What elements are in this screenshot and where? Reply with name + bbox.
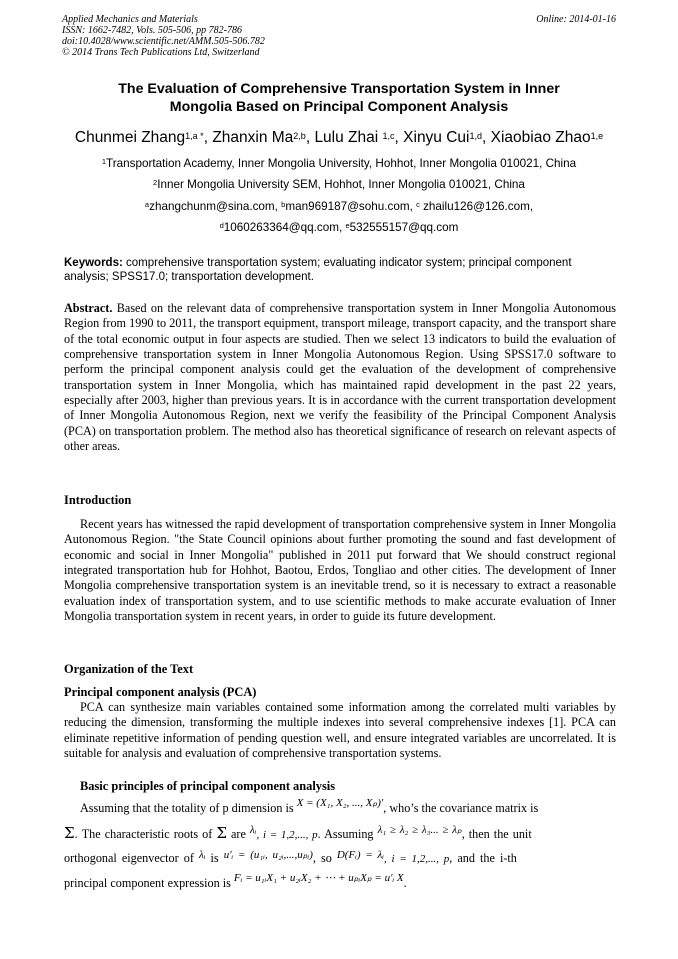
formula-text: . Assuming <box>317 827 378 841</box>
keywords <box>64 256 616 284</box>
formula-text: are <box>226 827 250 841</box>
abstract-label: Abstract. <box>64 301 113 315</box>
author-name: Xiaobiao Zhao <box>490 129 591 146</box>
formula-line-4 <box>64 872 616 892</box>
author-affiliation-mark: 1,c <box>382 131 395 141</box>
affiliation-2 <box>30 178 648 192</box>
formula-text: , who’s the covariance matrix is <box>383 801 539 815</box>
author-name: Xinyu Cui <box>403 129 470 146</box>
formula-line-2: Σ. The characteristic roots of Σ are λᵢ, i = 1,2,..., p. Assuming λ₁ ≥ λ₂ ≥ λ₃... ≥ λₚ, then the unit <box>64 824 532 842</box>
formula-i-range: i = 1,2,..., p <box>262 829 318 841</box>
author-name: Lulu Zhai <box>314 129 383 146</box>
basic-principles-heading: Basic principles of principal component analysis <box>80 779 336 793</box>
keywords-text: comprehensive transportation system; evaluating indicator system; principal component analysis; SPSS17.0; transportation development. <box>64 257 572 283</box>
email-address[interactable]: man969187@sohu.com, <box>285 200 417 213</box>
author-list <box>30 128 648 148</box>
formula-X: X = (X₁, X₂, ..., Xₚ)' <box>296 797 384 809</box>
author-separator: , <box>305 129 315 146</box>
email-address[interactable]: zhailu126@126.com, <box>419 200 534 213</box>
formula-text: . <box>403 876 407 890</box>
email-mark: d <box>219 221 224 230</box>
author-separator: , <box>203 129 213 146</box>
affiliation-mark: 1 <box>101 157 107 166</box>
pca-heading: Principal component analysis (PCA) <box>64 685 257 699</box>
formula-u-vector: u'ᵢ = (u₁ᵢ, u₂ᵢ,...,uₚᵢ) <box>223 849 313 861</box>
formula-i-range: i = 1,2,..., p <box>391 853 450 865</box>
formula-text: principal component expression is <box>64 876 234 890</box>
formula-text: , then the unit <box>461 827 532 841</box>
email-mark: b <box>281 200 286 209</box>
author-name: Chunmei Zhang <box>74 129 186 146</box>
sigma-symbol: Σ <box>216 824 227 842</box>
sigma-symbol: Σ <box>64 824 75 842</box>
formula-lambda-i: λᵢ <box>198 849 206 861</box>
email-mark: c <box>416 200 420 209</box>
paper-title <box>40 80 638 116</box>
copyright-line: © 2014 Trans Tech Publications Ltd, Switzerland <box>62 47 260 58</box>
formula-lambda-i: λᵢ <box>249 824 257 836</box>
author-name: Zhanxin Ma <box>212 129 294 146</box>
formula-variance: D(Fᵢ) = λᵢ <box>336 849 385 861</box>
email-address[interactable]: 1060263364@qq.com, <box>223 221 346 234</box>
author-affiliation-mark: 1,d <box>469 131 483 141</box>
author-affiliation-mark: 2,b <box>293 131 306 141</box>
doi-line: doi:10.4028/www.scientific.net/AMM.505-506.782 <box>62 36 265 47</box>
email-mark: e <box>345 221 350 230</box>
formula-text: , and the i-th <box>449 851 517 865</box>
author-affiliation-mark: 1,e <box>590 131 604 141</box>
formula-text: , so <box>312 851 337 865</box>
formula-principal-component: Fᵢ = u₁ᵢX₁ + u₂ᵢX₂ + ⋯ + uₚᵢXₚ = u'ᵢ X <box>233 872 404 884</box>
formula-lambda-order: λ₁ ≥ λ₂ ≥ λ₃... ≥ λₚ <box>377 824 462 836</box>
pca-text: PCA can synthesize main variables contained some information among the correlated multi variables by reducing the dimension, transforming the multiple indexes into several comprehensive indexes [1]. PCA can eliminate repetitive information of pending question well, and ensure integrated variables are uncorrelated. It is suitable for analysis and evaluation of comprehensive transportation systems. <box>64 700 616 761</box>
journal-header <box>62 14 616 58</box>
author-affiliation-mark: 1,a * <box>185 131 204 141</box>
formula-line-3: orthogonal eigenvector of λᵢ is u'ᵢ = (u₁ᵢ, u₂ᵢ,...,uₚᵢ), so D(Fᵢ) = λᵢ, i = 1,2,..., p, and the i-th <box>64 849 517 865</box>
email-line-1 <box>30 200 648 214</box>
organization-heading: Organization of the Text <box>64 662 194 676</box>
email-address[interactable]: 532555157@qq.com <box>349 221 459 234</box>
keywords-label: Keywords: <box>64 257 123 269</box>
abstract <box>64 301 616 454</box>
online-date: Online: 2014-01-16 <box>536 14 616 25</box>
journal-name: Applied Mechanics and Materials <box>62 14 198 25</box>
title-line-2: Mongolia Based on Principal Component Analysis <box>169 99 509 115</box>
formula-text: is <box>205 851 224 865</box>
affiliation-mark: 2 <box>153 178 158 187</box>
formula-line-1 <box>64 797 616 817</box>
email-line-2 <box>30 221 648 235</box>
affiliation-1 <box>30 157 648 171</box>
affiliation-text: Inner Mongolia University SEM, Hohhot, Inner Mongolia 010021, China <box>157 178 525 191</box>
email-mark: a <box>144 200 150 209</box>
formula-text: Assuming that the totality of p dimension is <box>80 801 297 815</box>
abstract-text: Based on the relevant data of comprehensive transportation system in Inner Mongolia Autonomous Region from 1990 to 2011, the transport equipment, transport mileage, transport capacity, and the transport share of the total economic output in four aspects are studied. Then we select 13 indicators to build the evaluation of comprehensive transportation system in Inner Mongolia Autonomous Region. Using SPSS17.0 software to perform the principal component analysis could get the evaluation of the development of comprehensive transportation system in Inner Mongolia, which has maintained rapid development in the past 22 years, especially after 2003, higher than previous years. It is in accordance with the current transportation development of Inner Mongolia Autonomous Region, next we verify the feasibility of the Principal Component Analysis (PCA) on transportation problem. The method also has theoretical significance of research on relevant aspects of other areas. <box>64 301 616 454</box>
title-line-1: The Evaluation of Comprehensive Transportation System in Inner <box>118 81 560 97</box>
formula-text: . The characteristic roots of <box>74 827 217 841</box>
author-separator: , <box>482 129 491 146</box>
issn-line: ISSN: 1662-7482, Vols. 505-506, pp 782-786 <box>62 25 242 36</box>
author-separator: , <box>394 129 404 146</box>
affiliation-text: Transportation Academy, Inner Mongolia University, Hohhot, Inner Mongolia 010021, China <box>106 157 577 170</box>
introduction-text: Recent years has witnessed the rapid development of transportation comprehensive system in Inner Mongolia Autonomous Region. "the State Council opinions about further promoting the sound and fast development of economic and social in Inner Mongolia" published in 2011 put forward that We should construct regional integrated transportation hub for Hohhot, Baotou, Erdos, Tongliao and other cities. The development of Inner Mongolia comprehensive transportation system is an inevitable trend, so it is necessary to extract a reasonable evaluation index of transportation system, and to use scientific methods to make accurate evaluation of Inner Mongolia transportation system in recent years, in order to guide its future development. <box>64 517 616 624</box>
email-address[interactable]: zhangchunm@sina.com, <box>149 200 282 213</box>
formula-text: orthogonal eigenvector of <box>64 851 199 865</box>
introduction-heading: Introduction <box>64 493 132 507</box>
